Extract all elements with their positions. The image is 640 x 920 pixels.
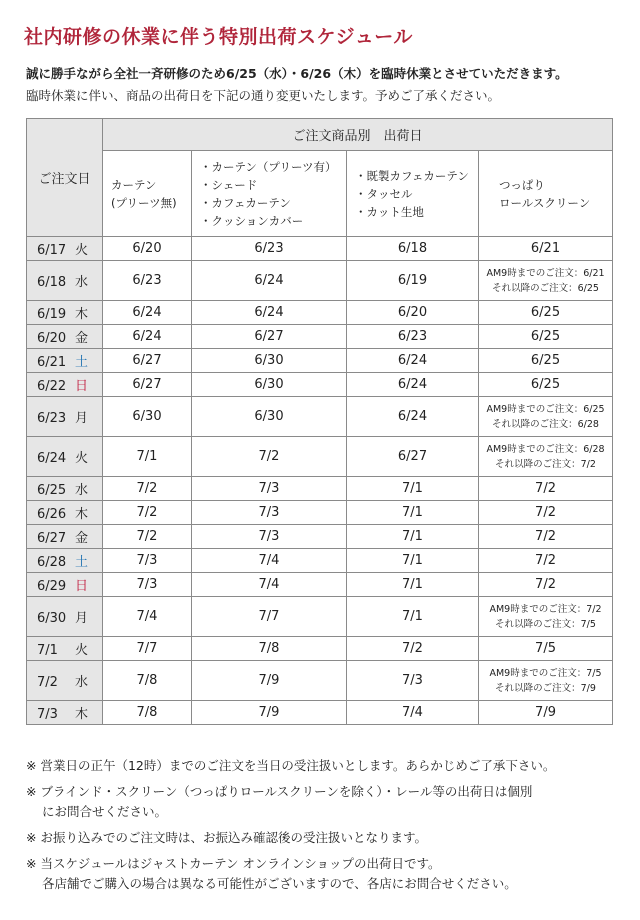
ship-date-cell: 7/3 [192,501,347,525]
am9-note: AM9時までのご注文：6/21 [486,267,605,279]
order-date: 6/21 [37,355,67,370]
order-date-cell [27,637,103,661]
table-row [27,549,613,573]
ship-date-cell: 7/9 [192,661,347,701]
ship-date-cell: 7/2 [479,501,613,525]
ship-date-cell: 6/27 [192,325,347,349]
ship-date-cell: 7/4 [192,573,347,597]
order-date-cell [27,477,103,501]
ship-date-cell: 6/20 [347,301,479,325]
ship-date-cell: 7/9 [192,701,347,725]
order-date-cell [27,349,103,373]
header-category-3 [347,151,479,237]
table-row [27,661,613,701]
ship-date-cell: 6/24 [347,349,479,373]
ship-date-cell: 6/24 [192,301,347,325]
order-date-cell [27,325,103,349]
ship-date-cell: 7/3 [192,525,347,549]
ship-date-cell: 6/18 [347,237,479,261]
weekday-label: 日 [75,379,89,394]
weekday-label: 木 [75,507,89,522]
ship-date-cell: 6/24 [192,261,347,301]
order-date: 6/28 [37,555,67,570]
table-row [27,573,613,597]
table-row [27,501,613,525]
ship-date-cell: 7/1 [103,437,192,477]
table-row [27,637,613,661]
ship-date-cell: 6/27 [103,349,192,373]
ship-date-cell: 7/3 [192,477,347,501]
order-date-cell [27,525,103,549]
ship-date-cell: 6/20 [103,237,192,261]
order-date-cell [27,301,103,325]
ship-date-cell: 6/23 [192,237,347,261]
order-date-cell [27,373,103,397]
order-date-cell [27,501,103,525]
weekday-label: 水 [75,675,89,690]
category-item: ・ クッションカバー [200,212,346,230]
ship-date-cell: 7/7 [103,637,192,661]
ship-date-cell: 7/1 [347,501,479,525]
ship-date-cell: 7/8 [192,637,347,661]
header-category-4 [479,151,613,237]
ship-date-cell: 7/8 [103,701,192,725]
weekday-label: 金 [75,331,89,346]
ship-date-cell: 6/25 [479,325,613,349]
order-date: 6/30 [37,611,67,626]
ship-date-cell: 7/2 [347,637,479,661]
ship-date-cell: 7/1 [347,477,479,501]
category-label-line: ロールスクリーン [499,195,591,210]
category-label-line: (プリーツ無) [111,195,177,210]
ship-date-cell: 7/2 [103,525,192,549]
category-list [355,167,478,221]
order-date: 6/19 [37,307,67,322]
ship-date-cell [479,661,613,701]
order-date: 7/1 [37,643,58,658]
order-date: 6/18 [37,275,67,290]
ship-date-cell: 6/27 [103,373,192,397]
ship-date-cell: 7/1 [347,525,479,549]
ship-date-cell: 7/1 [347,549,479,573]
order-date-cell [27,701,103,725]
ship-date-cell: 7/9 [479,701,613,725]
ship-date-cell: 6/30 [192,373,347,397]
order-date: 7/2 [37,675,58,690]
ship-date-cell: 7/4 [103,597,192,637]
category-item: ・ カーテン（プリーツ有） [200,158,346,176]
after-note: それ以降のご注文：6/28 [492,418,599,430]
page-title: 社内研修の休業に伴う特別出荷スケジュール [24,26,413,48]
am9-note: AM9時までのご注文：6/28 [486,443,605,455]
ship-date-cell: 7/7 [192,597,347,637]
table-row [27,261,613,301]
table-row [27,325,613,349]
order-date: 6/27 [37,531,67,546]
intro-line-2: 臨時休業に伴い、商品の出荷日を下記の通り変更いたします。予めご了承ください。 [26,88,501,103]
header-category-1 [103,151,192,237]
ship-date-cell: 6/30 [192,397,347,437]
order-date-cell [27,237,103,261]
ship-date-cell: 6/23 [347,325,479,349]
ship-date-cell: 7/1 [347,573,479,597]
ship-date-cell: 7/4 [347,701,479,725]
order-date-cell [27,437,103,477]
ship-date-cell: 6/25 [479,373,613,397]
intro-line-1: 誠に勝手ながら全社一斉研修のため6/25（水）・6/26（木）を臨時休業とさせていただきます。 [26,66,568,81]
order-date: 7/3 [37,707,58,722]
ship-date-cell: 6/30 [103,397,192,437]
header-category-2 [192,151,347,237]
order-date-cell [27,261,103,301]
category-item: ・ タッセル [355,185,478,203]
ship-date-cell: 6/27 [347,437,479,477]
note-line: ※ お振り込みでのご注文時は、お振込み確認後の受注扱いとなります。 [26,830,427,845]
order-date: 6/26 [37,507,67,522]
after-note: それ以降のご注文：7/2 [495,458,596,470]
table-row [27,477,613,501]
note-line: ※ ブラインド・スクリーン（つっぱりロールスクリーンを除く）・レール等の出荷日は個別 [26,784,533,799]
order-date-cell [27,397,103,437]
weekday-label: 金 [75,531,89,546]
ship-date-cell: 6/23 [103,261,192,301]
am9-note: AM9時までのご注文：6/25 [486,403,605,415]
order-date: 6/17 [37,243,67,258]
note-item [26,854,616,894]
category-item: ・ カット生地 [355,203,478,221]
weekday-label: 水 [75,275,89,290]
header-ship-date-group: ご注文商品別 出荷日 [103,119,613,151]
category-item: ・ シェード [200,176,346,194]
ship-date-cell: 7/5 [479,637,613,661]
ship-date-cell: 7/3 [103,549,192,573]
order-date-cell [27,549,103,573]
ship-date-cell [479,597,613,637]
order-date: 6/24 [37,451,67,466]
order-date-cell [27,661,103,701]
order-date: 6/23 [37,411,67,426]
note-item [26,782,616,822]
ship-date-cell: 6/24 [103,325,192,349]
category-item: ・ 既製カフェカーテン [355,167,478,185]
note-item [26,756,616,776]
order-date: 6/25 [37,483,67,498]
note-line: にお問合せください。 [42,804,168,819]
weekday-label: 火 [75,643,89,658]
note-item [26,828,616,848]
ship-date-cell: 6/30 [192,349,347,373]
order-date-cell [27,573,103,597]
after-note: それ以降のご注文：7/9 [495,682,596,694]
table-row [27,373,613,397]
note-line: ※ 当スケジュールはジャストカーテン オンラインショップの出荷日です。 [26,856,441,871]
table-row [27,597,613,637]
ship-date-cell: 7/4 [192,549,347,573]
weekday-label: 土 [75,355,89,370]
ship-date-cell: 7/2 [479,525,613,549]
category-label-line: つっぱり [499,177,545,192]
ship-date-cell: 6/21 [479,237,613,261]
table-row [27,301,613,325]
category-label-line: カーテン [111,177,157,192]
weekday-label: 水 [75,483,89,498]
weekday-label: 木 [75,707,89,722]
am9-note: AM9時までのご注文：7/5 [489,667,602,679]
ship-date-cell: 6/24 [347,397,479,437]
weekday-label: 火 [75,451,89,466]
order-date: 6/22 [37,379,67,394]
ship-date-cell [479,261,613,301]
category-item: ・ カフェカーテン [200,194,346,212]
ship-date-cell: 7/8 [103,661,192,701]
ship-date-cell: 7/2 [192,437,347,477]
ship-date-cell [479,437,613,477]
table-row [27,349,613,373]
category-list [200,158,346,230]
weekday-label: 土 [75,555,89,570]
header-order-date: ご注文日 [27,119,103,237]
note-line: ※ 営業日の正午（12時）までのご注文を当日の受注扱いとします。あらかじめご了承下さい。 [26,758,556,773]
ship-date-cell: 6/19 [347,261,479,301]
ship-date-cell: 7/3 [347,661,479,701]
weekday-label: 月 [75,411,89,426]
ship-date-cell: 6/24 [103,301,192,325]
note-line: 各店舗でご購入の場合は異なる可能性がございますので、各店にお問合せください。 [42,876,517,891]
ship-date-cell: 7/2 [103,477,192,501]
table-row [27,397,613,437]
am9-note: AM9時までのご注文：7/2 [489,603,602,615]
notes-section [26,756,616,900]
after-note: それ以降のご注文：7/5 [495,618,596,630]
ship-date-cell: 7/2 [479,573,613,597]
ship-date-cell: 7/2 [103,501,192,525]
ship-date-cell: 7/1 [347,597,479,637]
ship-date-cell [479,397,613,437]
shipping-schedule-table [26,118,613,725]
ship-date-cell: 7/2 [479,477,613,501]
table-row [27,525,613,549]
weekday-label: 木 [75,307,89,322]
ship-date-cell: 6/24 [347,373,479,397]
order-date: 6/29 [37,579,67,594]
table-row [27,437,613,477]
after-note: それ以降のご注文：6/25 [492,282,599,294]
ship-date-cell: 6/25 [479,301,613,325]
weekday-label: 日 [75,579,89,594]
table-row [27,701,613,725]
weekday-label: 月 [75,611,89,626]
ship-date-cell: 7/3 [103,573,192,597]
order-date-cell [27,597,103,637]
weekday-label: 火 [75,243,89,258]
ship-date-cell: 7/2 [479,549,613,573]
table-row [27,237,613,261]
ship-date-cell: 6/25 [479,349,613,373]
order-date: 6/20 [37,331,67,346]
